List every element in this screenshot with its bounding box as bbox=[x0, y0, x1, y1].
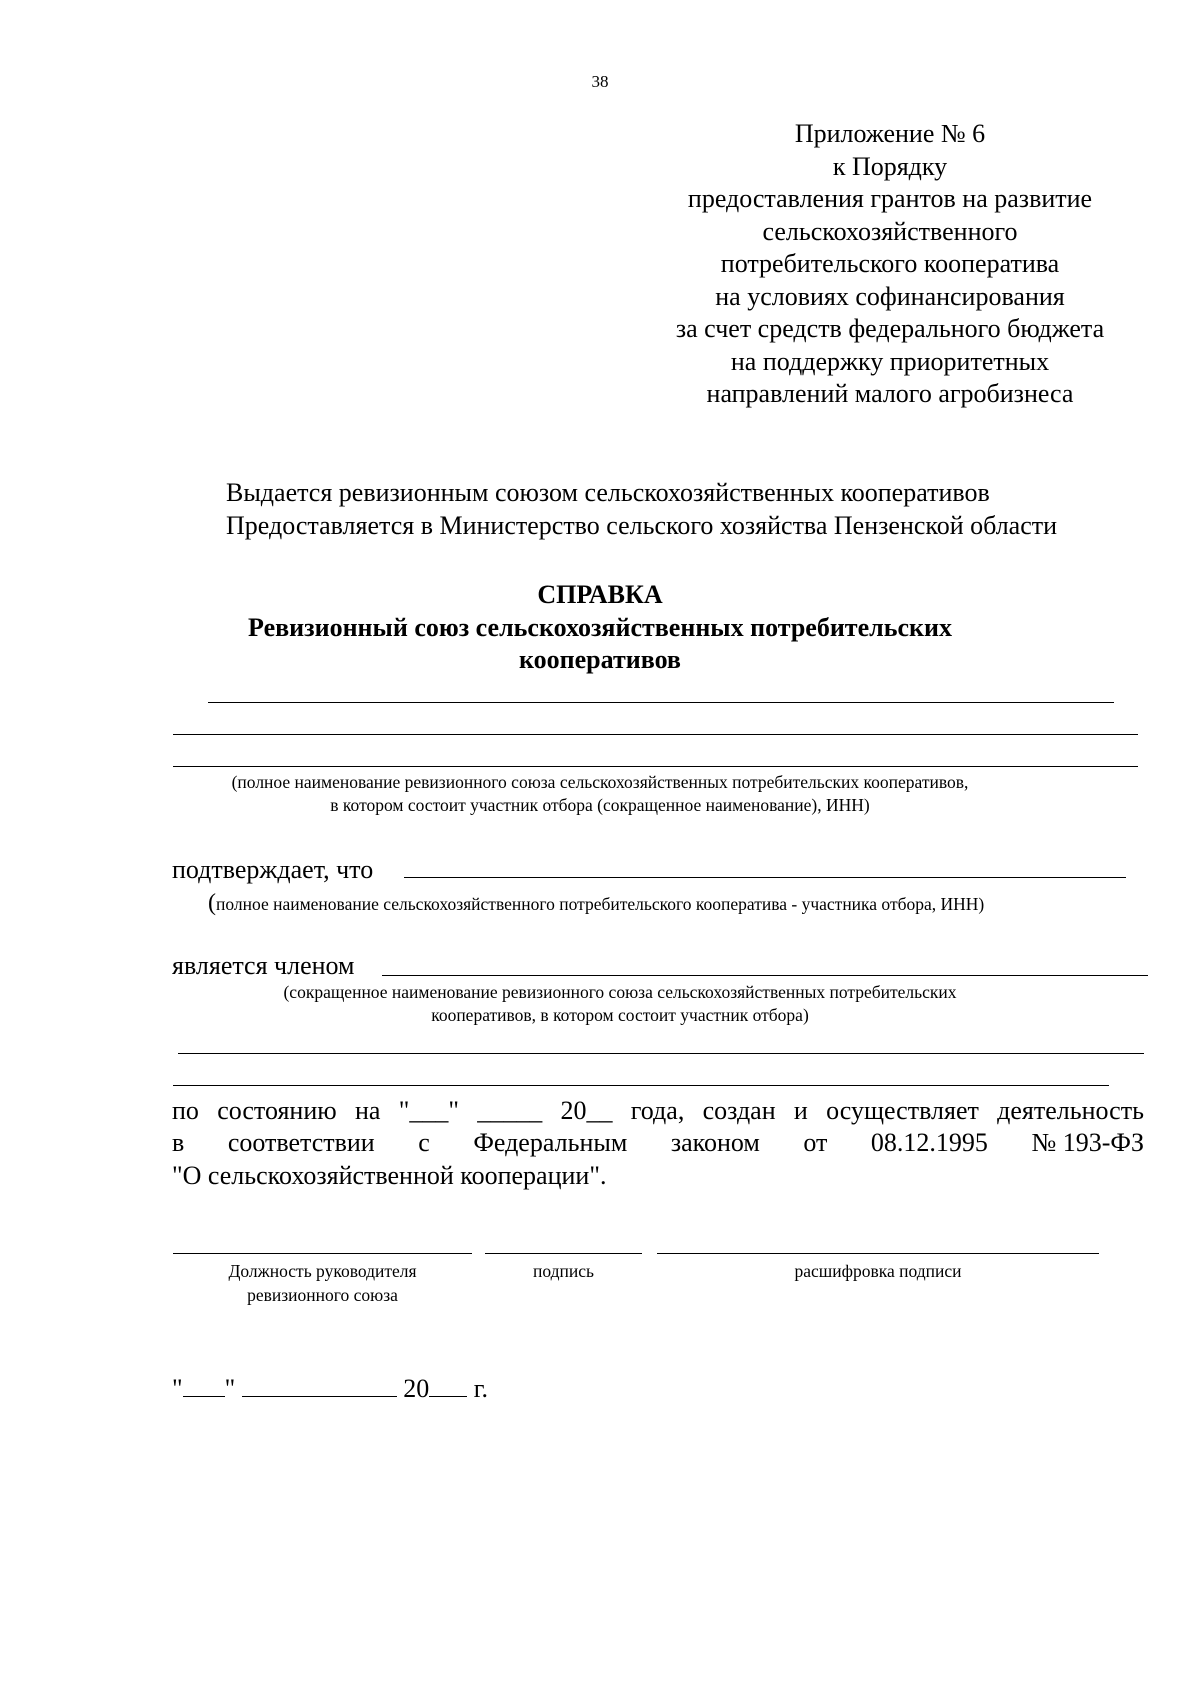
statement-word: с bbox=[418, 1128, 430, 1157]
statement-word: на bbox=[354, 1096, 381, 1125]
position-label bbox=[173, 1259, 472, 1307]
date-month-blank[interactable] bbox=[242, 1374, 397, 1397]
signature-line[interactable] bbox=[485, 1253, 642, 1254]
statement-word: создан bbox=[702, 1096, 776, 1125]
position-label-line2: ревизионного союза bbox=[247, 1285, 398, 1305]
blank-line-union-1[interactable] bbox=[208, 702, 1114, 703]
date-line bbox=[172, 1374, 488, 1404]
statement-line2 bbox=[172, 1128, 1144, 1158]
member-caption-line2: кооперативов, в котором состоит участник отбора) bbox=[431, 1005, 809, 1025]
statement-word: состоянию bbox=[217, 1096, 337, 1125]
date-close-quote: " bbox=[224, 1374, 236, 1403]
day-blank[interactable]: "___" bbox=[398, 1096, 459, 1125]
appendix-line: за счет средств федерального бюджета bbox=[675, 314, 1105, 343]
statement-word: от bbox=[803, 1128, 828, 1157]
member-caption-line1: (сокращенное наименование ревизионного союза сельскохозяйственных потребительских bbox=[283, 982, 957, 1002]
date-day-blank[interactable] bbox=[183, 1374, 225, 1397]
cooperative-caption bbox=[208, 890, 984, 917]
appendix-line: на условиях софинансирования bbox=[715, 281, 1065, 311]
document-subtitle-line1: Ревизионный союз сельскохозяйственных потребительских bbox=[248, 613, 952, 642]
statement-word: года, bbox=[630, 1096, 685, 1125]
signature-label: подпись bbox=[533, 1261, 594, 1281]
law-number: № 193-ФЗ bbox=[1031, 1128, 1144, 1157]
appendix-line: потребительского кооператива bbox=[720, 249, 1060, 278]
blank-line-cooperative[interactable] bbox=[404, 877, 1126, 878]
appendix-line: предоставления грантов на развитие bbox=[687, 184, 1093, 213]
document-title: СПРАВКА bbox=[537, 580, 663, 609]
decryption-label: расшифровка подписи bbox=[794, 1261, 962, 1281]
document-subtitle-line2: кооперативов bbox=[519, 645, 681, 674]
statement-word: законом bbox=[670, 1128, 760, 1157]
law-title: "О сельскохозяйственной кооперации". bbox=[172, 1161, 607, 1190]
blank-line-union-2[interactable] bbox=[173, 734, 1138, 735]
appendix-line: на поддержку приоритетных bbox=[730, 346, 1050, 376]
union-caption-line1: (полное наименование ревизионного союза сельскохозяйственных потребительских кооперативов, bbox=[231, 772, 969, 792]
blank-line-member-3[interactable] bbox=[173, 1085, 1109, 1086]
caption-paren: ( bbox=[208, 890, 216, 916]
statement-word: деятельность bbox=[997, 1096, 1144, 1125]
date-year-prefix: 20 bbox=[403, 1374, 430, 1403]
date-suffix: г. bbox=[473, 1374, 488, 1403]
appendix-line: к Порядку bbox=[832, 151, 948, 181]
date-year-blank[interactable] bbox=[429, 1374, 467, 1397]
confirms-label: подтверждает, что bbox=[172, 855, 374, 884]
law-date: 08.12.1995 bbox=[870, 1128, 988, 1157]
blank-line-union-3[interactable] bbox=[173, 766, 1138, 767]
decryption-signature-line[interactable] bbox=[657, 1253, 1099, 1254]
position-label-line1: Должность руководителя bbox=[228, 1261, 417, 1281]
position-signature-line[interactable] bbox=[173, 1253, 472, 1254]
statement-word: Федеральным bbox=[473, 1128, 628, 1157]
page-number: 38 bbox=[591, 72, 609, 91]
date-open-quote: " bbox=[172, 1374, 183, 1403]
union-caption-line2: в котором состоит участник отбора (сокращенное наименование), ИНН) bbox=[330, 795, 870, 815]
appendix-line: направлений малого агробизнеса bbox=[706, 379, 1074, 408]
statement-word: по bbox=[172, 1096, 199, 1125]
appendix-line: Приложение № 6 bbox=[794, 119, 986, 148]
submitted-to-text: Предоставляется в Министерство сельского хозяйства Пензенской области bbox=[226, 511, 1058, 540]
statement-word: в bbox=[172, 1128, 185, 1157]
member-label: является членом bbox=[172, 951, 355, 980]
statement-word: осуществляет bbox=[826, 1096, 979, 1125]
statement-word: и bbox=[793, 1096, 808, 1125]
appendix-header bbox=[640, 118, 1140, 411]
month-blank[interactable]: _____ bbox=[477, 1096, 543, 1125]
issued-by-text: Выдается ревизионным союзом сельскохозяйственных кооперативов bbox=[226, 478, 990, 507]
statement-word: соответствии bbox=[227, 1128, 375, 1157]
caption-text: полное наименование сельскохозяйственного потребительского кооператива - участника отбора, ИНН) bbox=[216, 894, 985, 914]
blank-line-member[interactable] bbox=[382, 975, 1148, 976]
appendix-line: сельскохозяйственного bbox=[762, 216, 1018, 246]
blank-line-member-2[interactable] bbox=[178, 1053, 1144, 1054]
statement-line1 bbox=[172, 1096, 1144, 1126]
year-blank[interactable]: 20__ bbox=[560, 1096, 613, 1125]
